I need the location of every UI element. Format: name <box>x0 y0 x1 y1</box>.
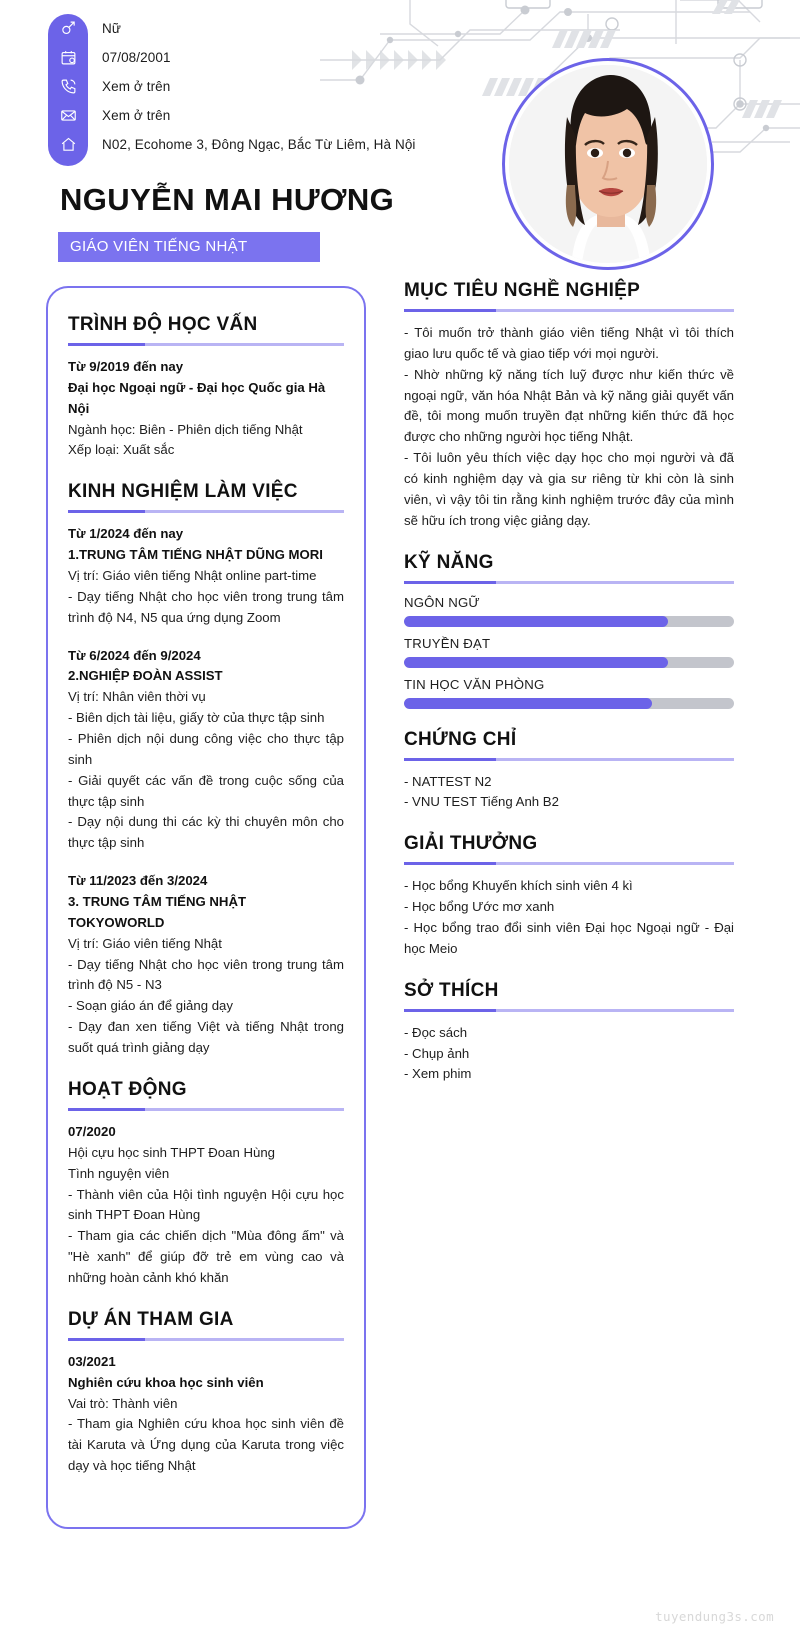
project-date: 03/2021 <box>68 1353 116 1369</box>
skill-label: TIN HỌC VĂN PHÒNG <box>404 676 545 692</box>
section-title-hobbies: SỞ THÍCH <box>404 979 499 1001</box>
avatar <box>502 58 714 270</box>
hobby-item: - Xem phim <box>404 1066 472 1082</box>
section-experience <box>68 481 344 1059</box>
contact-item-phone <box>48 72 468 101</box>
experience-duty: - Phiên dịch nội dung công việc cho thực tập sinh <box>68 731 344 767</box>
skill-progress-fill <box>404 616 668 627</box>
section-rule <box>404 862 734 865</box>
section-title-awards: GIẢI THƯỞNG <box>404 833 538 855</box>
skill-item <box>404 677 734 709</box>
watermark: tuyendung3s.com <box>655 1609 774 1624</box>
gender-icon <box>48 20 88 37</box>
activity-role: Tình nguyện viên <box>68 1165 170 1181</box>
section-rule <box>68 1108 344 1111</box>
page-title: NGUYỄN MAI HƯƠNG <box>60 182 395 217</box>
contact-value-email: Xem ở trên <box>102 108 171 123</box>
section-skills <box>404 552 734 709</box>
skill-item <box>404 636 734 668</box>
activity-duty: - Thành viên của Hội tình nguyện Hội cựu học sinh THPT Đoan Hùng <box>68 1186 344 1223</box>
education-grade: Xếp loại: Xuất sắc <box>68 442 175 458</box>
experience-duty: - Biên dịch tài liệu, giấy tờ của thực tập sinh <box>68 710 325 726</box>
section-rule <box>404 1009 734 1012</box>
award-item: - Học bổng Ước mơ xanh <box>404 899 555 915</box>
objective-paragraph: - Tôi muốn trở thành giáo viên tiếng Nhật vì tôi thích giao lưu quốc tế và giao tiếp với mọi người. <box>404 325 734 361</box>
section-title-skills: KỸ NĂNG <box>404 551 494 573</box>
activity-date: 07/2020 <box>68 1123 116 1139</box>
education-major: Ngành học: Biên - Phiên dịch tiếng Nhật <box>68 421 303 437</box>
section-title-experience: KINH NGHIỆM LÀM VIỆC <box>68 481 298 503</box>
avatar-photo <box>509 65 707 263</box>
experience-company: 1.TRUNG TÂM TIẾNG NHẬT DŨNG MORI <box>68 547 323 563</box>
section-title-education: TRÌNH ĐỘ HỌC VẤN <box>68 314 258 335</box>
education-school: Đại học Ngoại ngữ - Đại học Quốc gia Hà Nội <box>68 379 326 416</box>
section-title-certificates: CHỨNG CHỈ <box>404 728 517 750</box>
skill-progress-fill <box>404 657 668 668</box>
experience-company: 2.NGHIỆP ĐOÀN ASSIST <box>68 668 223 684</box>
objective-paragraph: - Tôi luôn yêu thích việc dạy học cho mọi người và đã có kinh nghiệm dạy và gia sư riêng từ khi còn là sinh viên, vì vậy tôi tin rằng kinh nghiệm trước đây của mình sẽ hữu ích trong việc giảng dạy. <box>404 450 734 528</box>
project-role: Vai trò: Thành viên <box>68 1395 178 1411</box>
skill-progress-track <box>404 657 734 668</box>
section-awards <box>404 833 734 959</box>
contact-item-email <box>48 101 468 130</box>
skill-progress-track <box>404 616 734 627</box>
certificate-item: - VNU TEST Tiếng Anh B2 <box>404 794 559 810</box>
experience-duty: - Dạy tiếng Nhật cho học viên trong trung tâm trình độ N4, N5 qua ứng dụng Zoom <box>68 588 344 625</box>
contact-item-birthdate <box>48 43 468 72</box>
section-education <box>68 314 344 461</box>
contact-item-address <box>48 130 468 159</box>
section-title-projects: DỰ ÁN THAM GIA <box>68 1308 234 1330</box>
skill-label: TRUYỀN ĐẠT <box>404 635 491 651</box>
skill-item <box>404 595 734 627</box>
experience-period: Từ 1/2024 đến nay <box>68 526 184 542</box>
certificate-item: - NATTEST N2 <box>404 773 492 789</box>
job-title-badge: GIÁO VIÊN TIẾNG NHẬT <box>58 232 320 262</box>
contact-value-phone: Xem ở trên <box>102 79 171 94</box>
section-title-activities: HOẠT ĐỘNG <box>68 1078 187 1100</box>
section-rule <box>404 581 734 584</box>
experience-duty: - Dạy đan xen tiếng Việt và tiếng Nhật trong suốt quá trình giảng dạy <box>68 1019 344 1056</box>
experience-role: Vị trí: Giáo viên tiếng Nhật online part-time <box>68 568 317 584</box>
envelope-icon <box>48 107 88 124</box>
experience-duty: - Giải quyết các vấn đề trong cuộc sống của thực tập sinh <box>68 772 344 809</box>
experience-period: Từ 11/2023 đến 3/2024 <box>68 873 208 889</box>
award-item: - Học bổng Khuyến khích sinh viên 4 kì <box>404 878 633 894</box>
section-hobbies <box>404 980 734 1086</box>
left-column <box>46 286 366 1529</box>
skill-progress-track <box>404 698 734 709</box>
experience-duty: - Dạy tiếng Nhật cho học viên trong trung tâm trình độ N5 - N3 <box>68 956 344 993</box>
experience-duty: - Soạn giáo án để giảng dạy <box>68 998 233 1014</box>
home-icon <box>48 136 88 153</box>
skill-label: NGÔN NGỮ <box>404 594 480 610</box>
hobby-item: - Đọc sách <box>404 1024 468 1040</box>
skill-progress-fill <box>404 698 652 709</box>
section-rule <box>68 343 344 346</box>
experience-company: 3. TRUNG TÂM TIẾNG NHẬT TOKYOWORLD <box>68 894 247 930</box>
experience-period: Từ 6/2024 đến 9/2024 <box>68 647 201 663</box>
activity-org: Hội cựu học sinh THPT Đoan Hùng <box>68 1144 275 1160</box>
project-name: Nghiên cứu khoa học sinh viên <box>68 1374 264 1390</box>
section-rule <box>68 510 344 513</box>
section-rule <box>404 309 734 312</box>
objective-paragraph: - Nhờ những kỹ năng tích luỹ được như kiến thức về ngoại ngữ, văn hóa Nhật Bản và kỹ năng giải quyết vấn đề, tôi mong muốn truyền đạt những kiến thức đã học được cho những người học tiếng Nhật. <box>404 366 734 445</box>
section-title-objective: MỤC TIÊU NGHỀ NGHIỆP <box>404 280 641 301</box>
section-objective <box>404 280 734 532</box>
experience-item <box>68 524 344 628</box>
award-item: - Học bổng trao đổi sinh viên Đại học Ngoại ngữ - Đại học Meio <box>404 920 734 956</box>
experience-role: Vị trí: Nhân viên thời vụ <box>68 689 206 705</box>
phone-icon <box>48 78 88 95</box>
calendar-icon <box>48 49 88 66</box>
contact-list <box>48 14 468 159</box>
section-projects <box>68 1309 344 1477</box>
right-column <box>404 280 734 1105</box>
contact-item-gender <box>48 14 468 43</box>
cv-header <box>0 0 800 272</box>
education-period: Từ 9/2019 đến nay <box>68 359 184 374</box>
experience-item <box>68 646 344 855</box>
section-certificates <box>404 729 734 814</box>
activity-duty: - Tham gia các chiến dịch "Mùa đông ấm" và "Hè xanh" để giúp đỡ trẻ em vùng cao và những hoàn cảnh khó khăn <box>68 1228 344 1285</box>
section-rule <box>404 758 734 761</box>
section-activities <box>68 1079 344 1289</box>
experience-role: Vị trí: Giáo viên tiếng Nhật <box>68 935 222 951</box>
experience-duty: - Dạy nội dung thi các kỳ thi chuyên môn cho thực tập sinh <box>68 814 344 851</box>
section-rule <box>68 1338 344 1341</box>
experience-item <box>68 871 344 1059</box>
hobby-item: - Chụp ảnh <box>404 1045 470 1061</box>
contact-value-address: N02, Ecohome 3, Đông Ngạc, Bắc Từ Liêm, Hà Nội <box>102 137 416 152</box>
project-duty: - Tham gia Nghiên cứu khoa học sinh viên đề tài Karuta và Ứng dụng của Karuta trong việc dạy và học tiếng Nhật <box>68 1416 344 1474</box>
contact-value-birthdate: 07/08/2001 <box>102 50 171 65</box>
contact-value-gender: Nữ <box>102 21 121 36</box>
